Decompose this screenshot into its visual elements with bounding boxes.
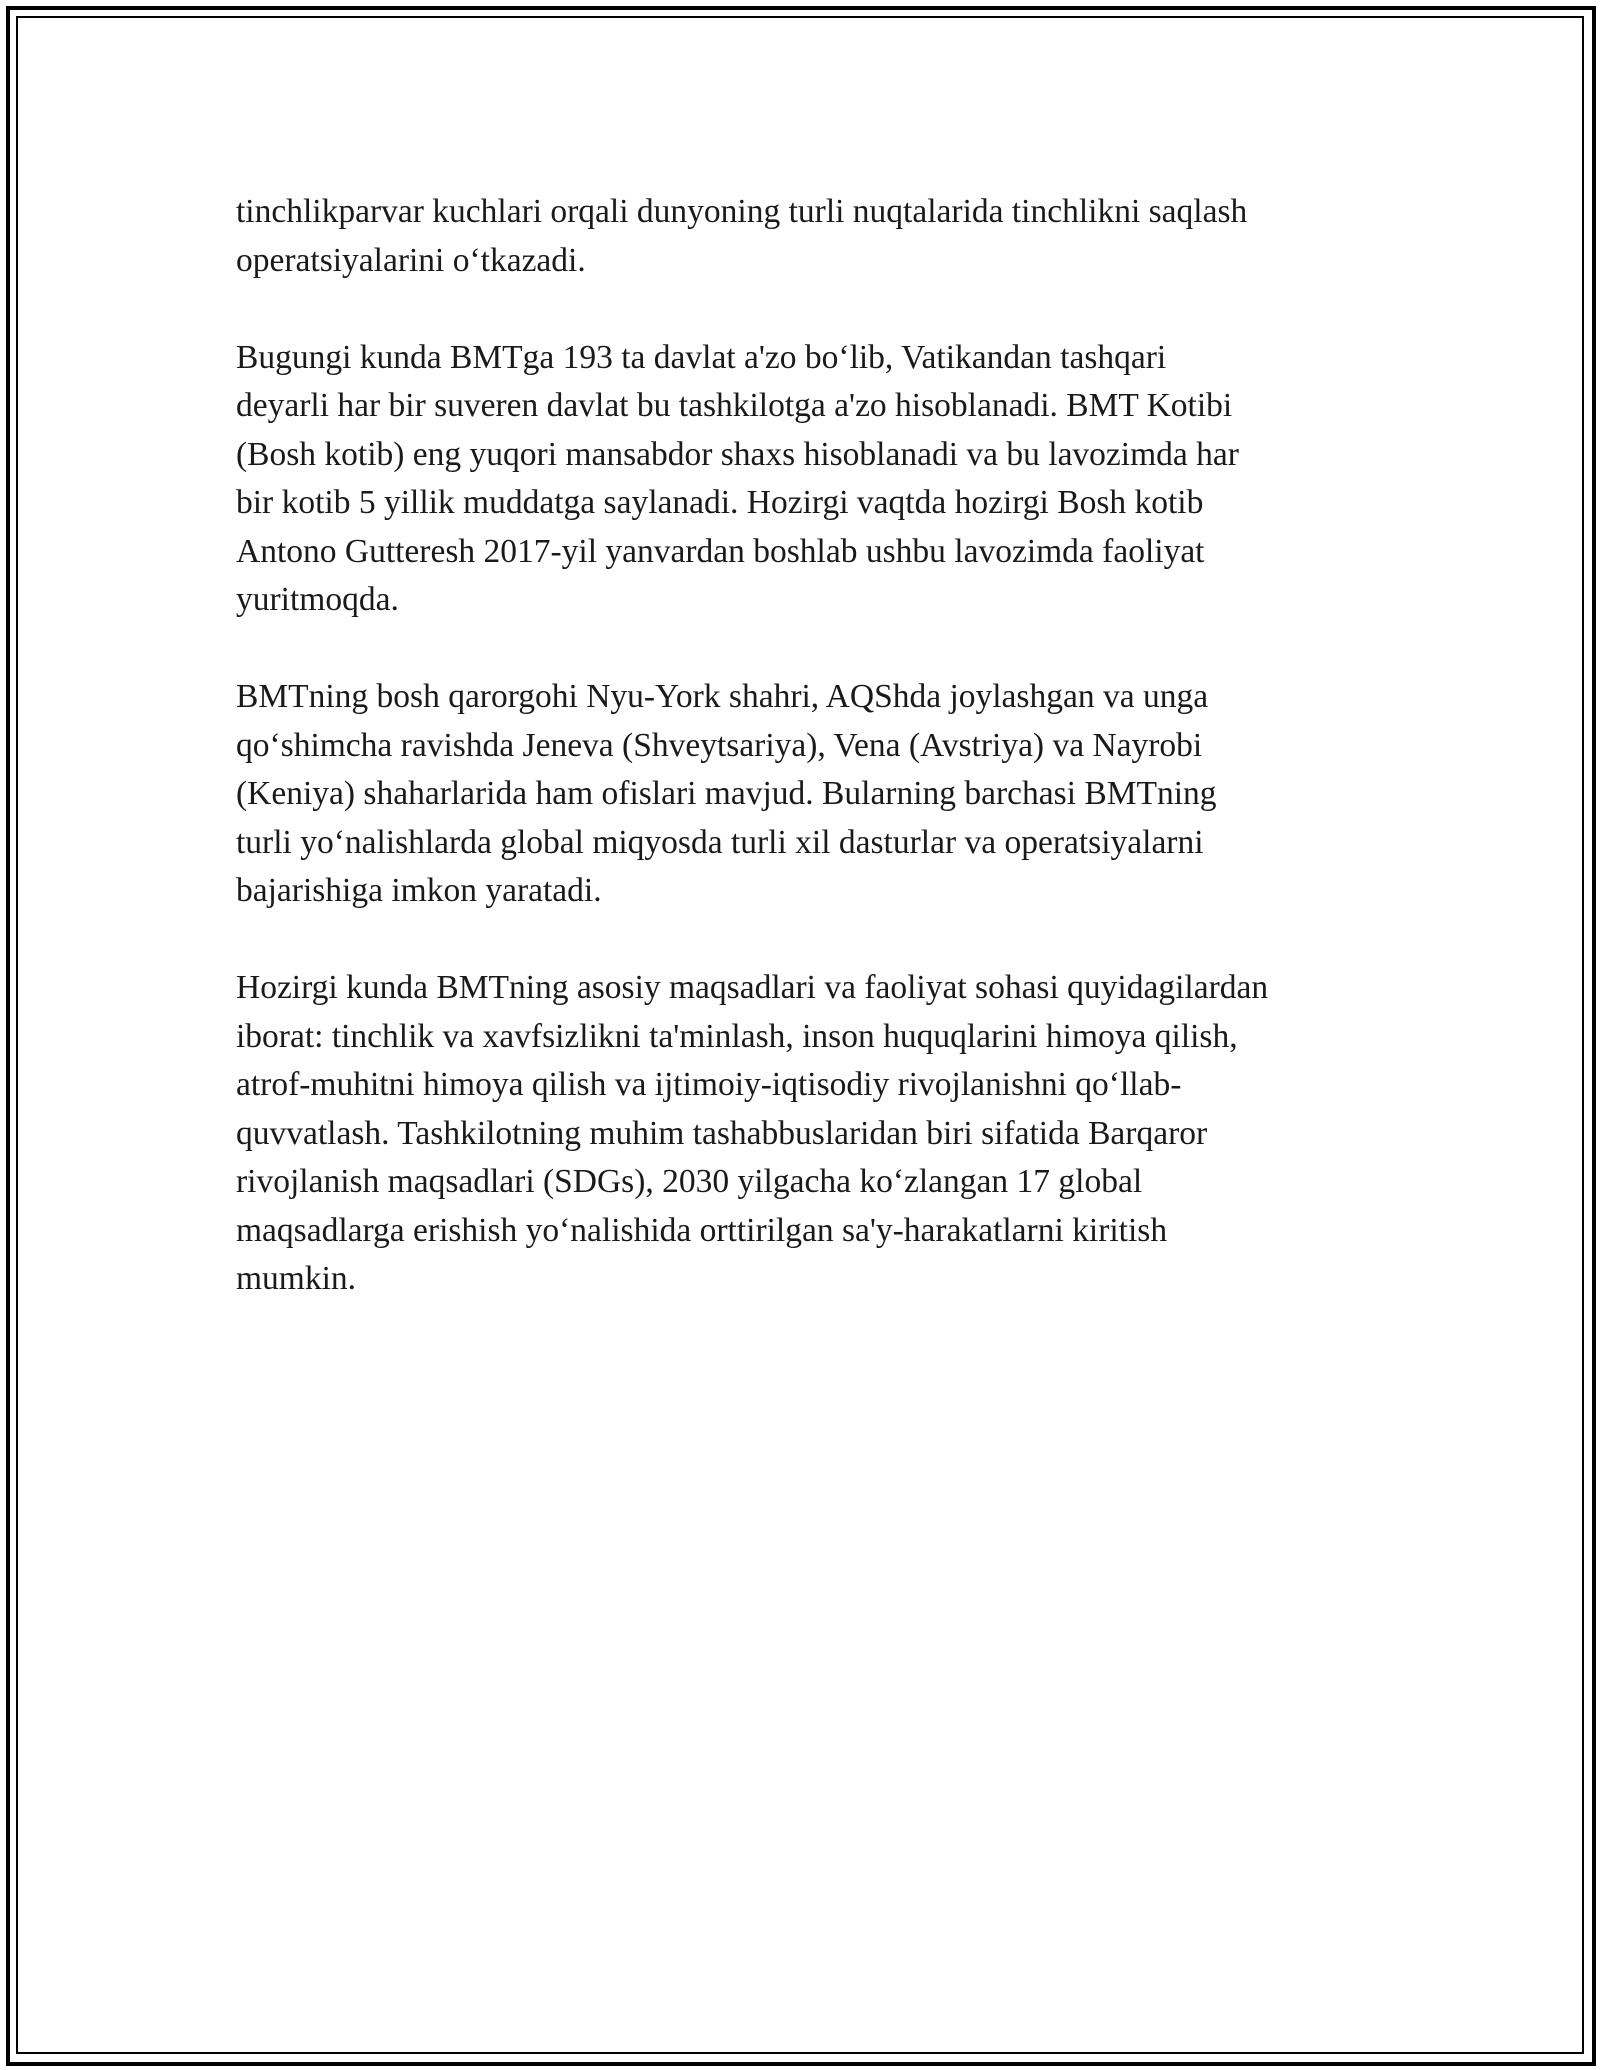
paragraph-3: BMTning bosh qarorgohi Nyu-York shahri, AQShda joylashgan va unga qo‘shimcha ravishda Jeneva (Shveytsariya), Vena (Avstriya) va Nayrobi (Keniya) shaharlarida ham ofislari mavjud. Bularning barchasi BMTning turli yo‘nalishlarda global miqyosda turli xil dasturlar va operatsiyalarni bajarishiga imkon yaratadi. [236, 678, 1217, 909]
paragraph-4: Hozirgi kunda BMTning asosiy maqsadlari va faoliyat sohasi quyidagilardan iborat: tinchlik va xavfsizlikni ta'minlash, inson huquqlarini himoya qilish, atrof-muhitni himoya qilish va ijtimoiy-iqtisodiy rivojlanishni qo‘llab- quvvatlash. Tashkilotning muhim tashabbuslaridan biri sifatida Barqaror rivojlanish maqsadlari (SDGs), 2030 yilgacha ko‘zlangan 17 global maqsadlarga erishish yo‘nalishida orttirilgan sa'y-harakatlarni kiritish mumkin. [236, 969, 1269, 1297]
document-body [236, 188, 1396, 1352]
paragraph-2: Bugungi kunda BMTga 193 ta davlat a'zo bo‘lib, Vatikandan tashqari deyarli har bir suveren davlat bu tashkilotga a'zo hisoblanadi. BMT Kotibi (Bosh kotib) eng yuqori mansabdor shaxs hisoblanadi va bu lavozimda har bir kotib 5 yillik muddatga saylanadi. Hozirgi vaqtda hozirgi Bosh kotib Antono Gutteresh 2017-yil yanvardan boshlab ushbu lavozimda faoliyat yuritmoqda. [236, 338, 1239, 618]
paragraph-1: tinchlikparvar kuchlari orqali dunyoning turli nuqtalarida tinchlikni saqlash operatsiyalarini o‘tkazadi. [236, 193, 1248, 279]
